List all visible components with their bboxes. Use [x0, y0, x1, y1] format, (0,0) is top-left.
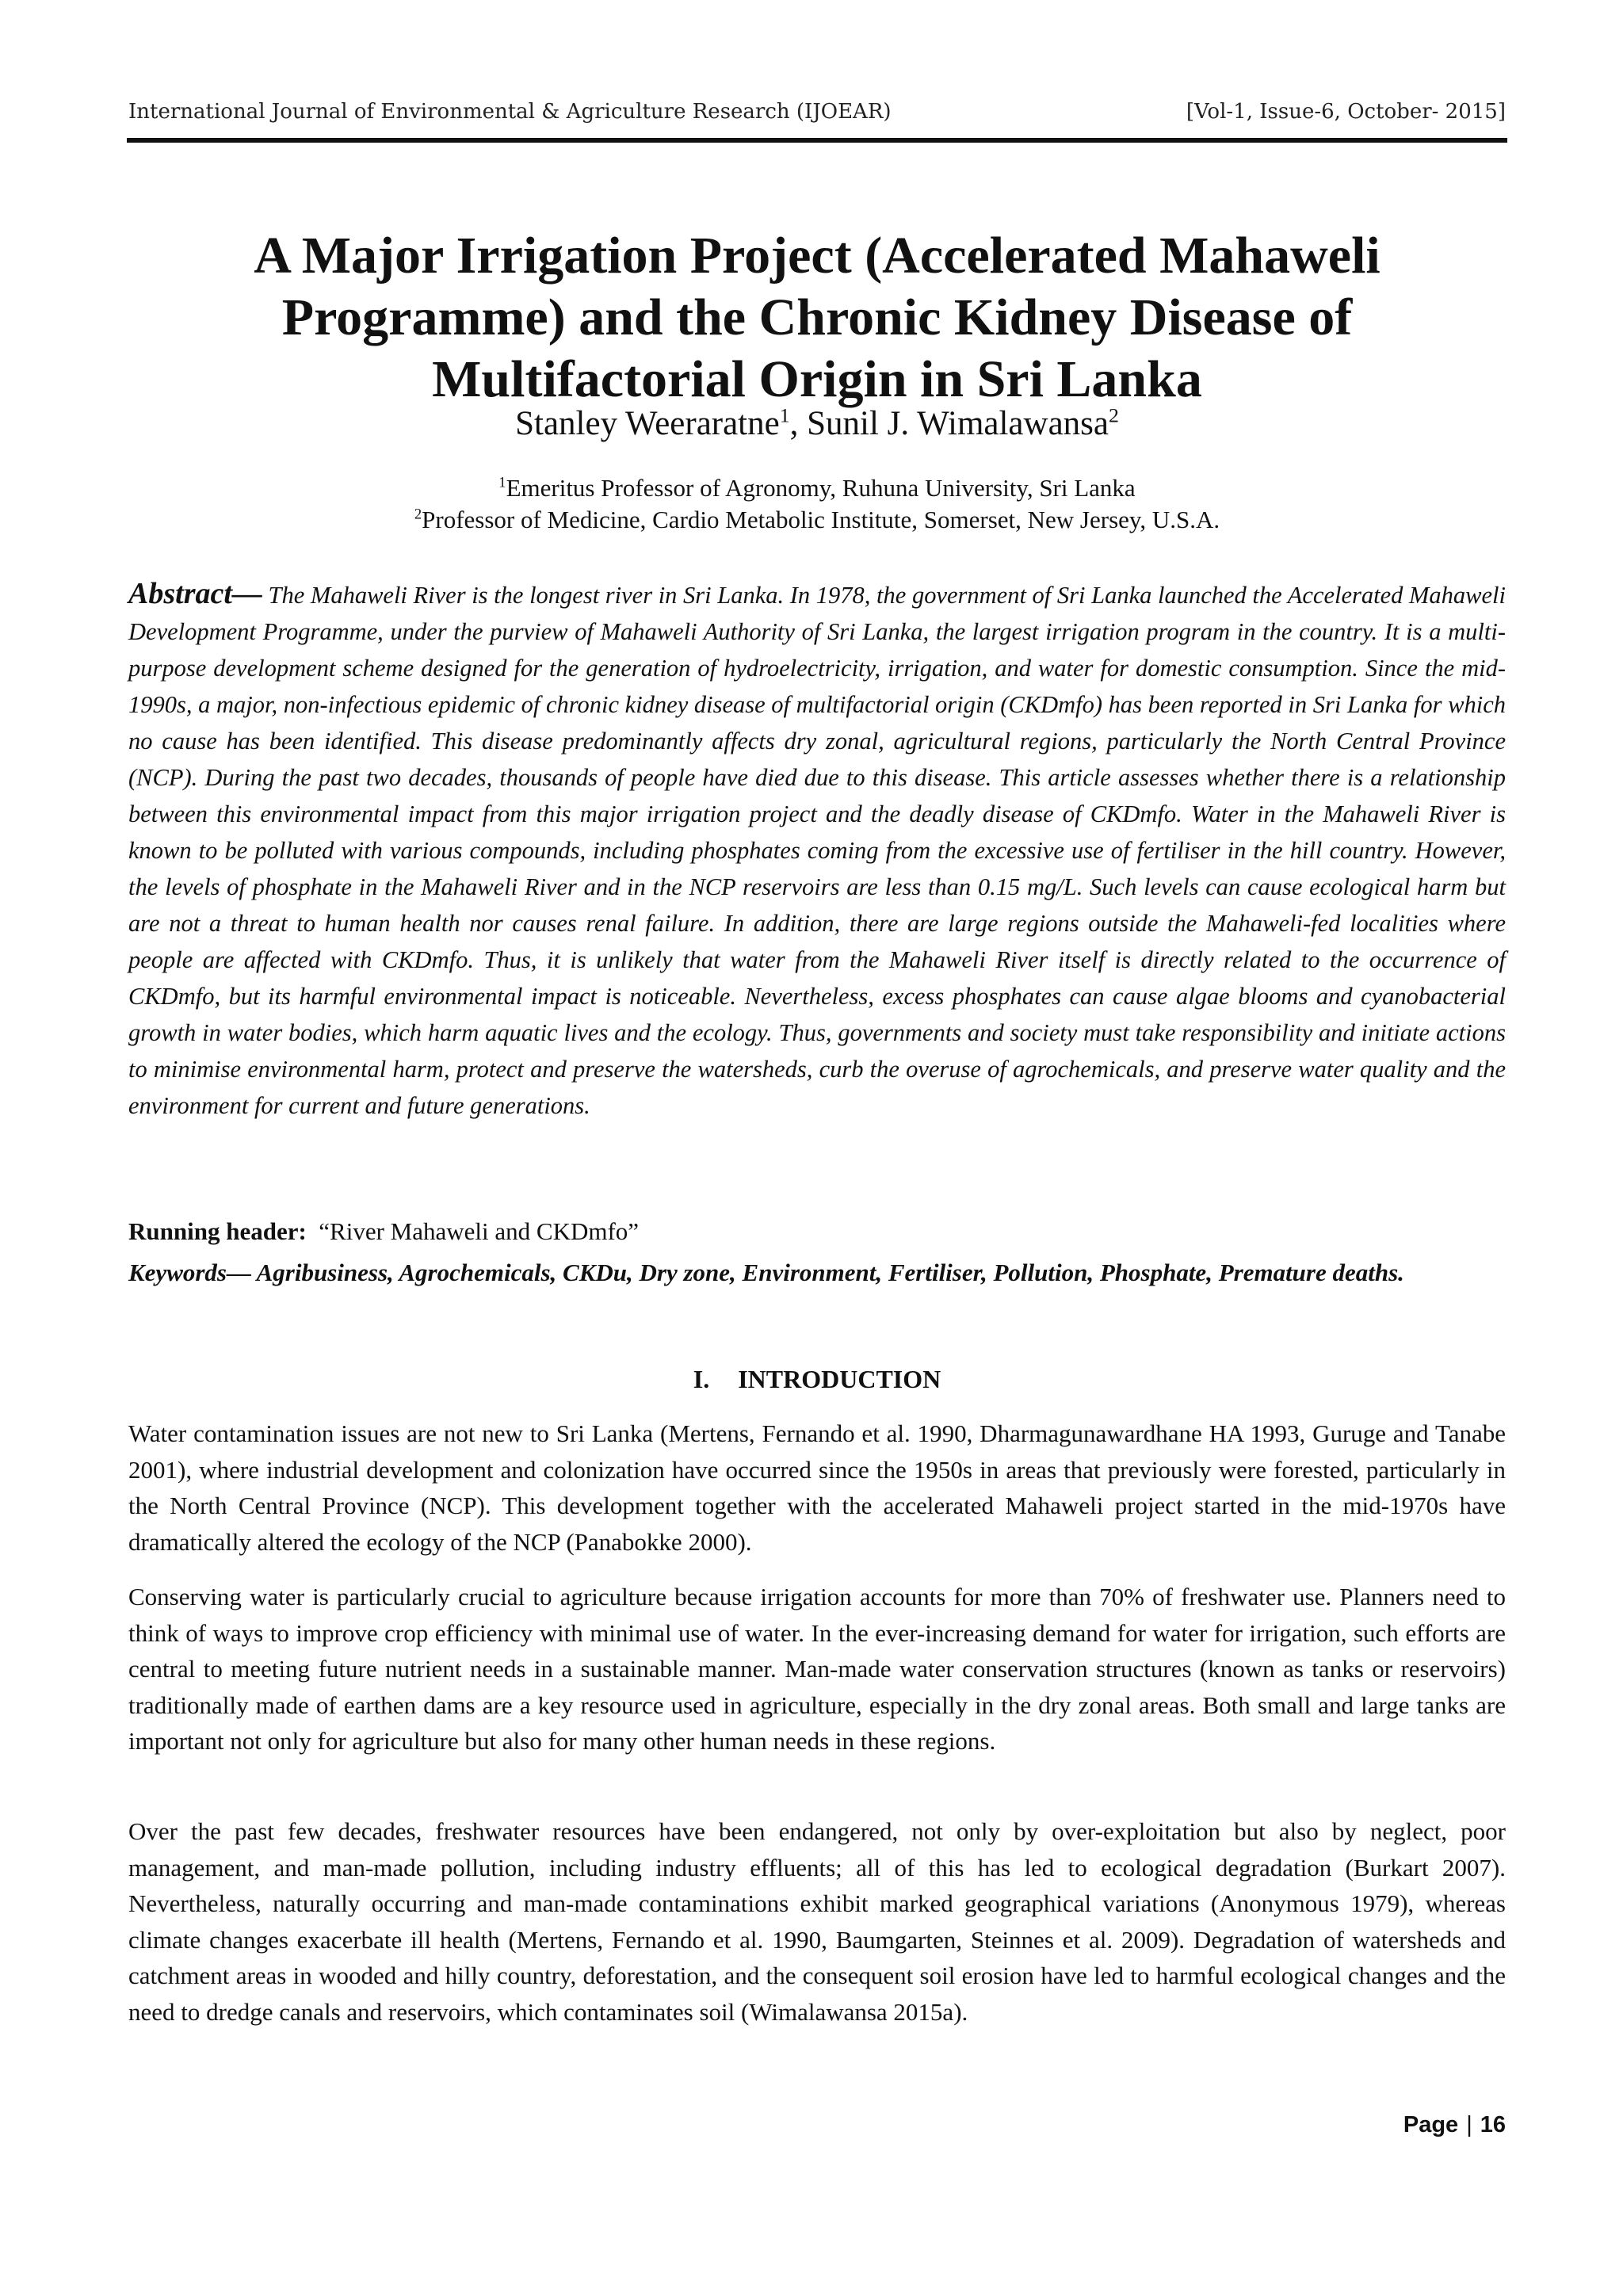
section-title: INTRODUCTION	[738, 1365, 941, 1393]
paragraph-3: Over the past few decades, freshwater resources have been endangered, not only by over-exploitation but also by neglect, poor management, and man-made pollution, including industry effluents; all of this has led to ecological degradation (Burkart 2007). Nevertheless, naturally occurring and man-made contaminations exhibit marked geographical variations (Anonymous 1979), whereas climate changes exacerbate ill health (Mertens, Fernando et al. 1990, Baumgarten, Steinnes et al. 2009). Degradation of watersheds and catchment areas in wooded and hilly country, deforestation, and the consequent soil erosion have led to harmful ecological changes and the need to dredge canals and reservoirs, which contaminates soil (Wimalawansa 2015a).	[128, 1817, 1506, 2026]
paragraph-2: Conserving water is particularly crucial to agriculture because irrigation accounts for more than 70% of freshwater use. Planners need to think of ways to improve crop efficiency with minimal use of water. In the ever-increasing demand for water for irrigation, such efforts are central to meeting future nutrient needs in a sustainable manner. Man-made water conservation structures (known as tanks or reservoirs) traditionally made of earthen dams are a key resource used in agriculture, especially in the dry zonal areas. Both small and large tanks are important not only for agriculture but also for many other human needs in these regions.	[128, 1583, 1506, 1755]
keywords-text: Agribusiness, Agrochemicals, CKDu, Dry zone, Environment, Fertiliser, Pollution, Phosphate, Premature deaths.	[256, 1259, 1404, 1286]
running-head	[128, 100, 1506, 124]
abstract	[128, 575, 1506, 1124]
keywords	[128, 1254, 1506, 1292]
author-line	[128, 403, 1506, 445]
page-separator: |	[1466, 2112, 1472, 2137]
page-footer	[128, 2112, 1506, 2138]
affiliations	[128, 472, 1506, 536]
page-number: 16	[1480, 2112, 1506, 2137]
running-header-label: Running header:	[128, 1217, 307, 1245]
running-header-line	[128, 1215, 1506, 1248]
author-separator: ,	[789, 405, 808, 442]
author-2-sup: 2	[1108, 403, 1119, 427]
keywords-label: Keywords—	[128, 1259, 251, 1286]
affiliation-2	[128, 504, 1506, 536]
section-number: I.	[693, 1365, 710, 1393]
author-1: Stanley Weeraratne	[515, 405, 780, 442]
page-label: Page	[1403, 2112, 1459, 2137]
journal-name: International Journal of Environmental & Agriculture Research (IJOEAR)	[128, 100, 892, 124]
running-header-text: “River Mahaweli and CKDmfo”	[319, 1217, 640, 1245]
author-2: Sunil J. Wimalawansa	[807, 405, 1109, 442]
affiliation-2-text: Professor of Medicine, Cardio Metabolic Institute, Somerset, New Jersey, U.S.A.	[422, 506, 1220, 533]
section-heading	[128, 1365, 1506, 1394]
affiliation-2-sup: 2	[414, 506, 422, 523]
paragraph-1: Water contamination issues are not new to Sri Lanka (Mertens, Fernando et al. 1990, Dharmagunawardhane HA 1993, Guruge and Tanabe 2001), where industrial development and colonization have occurred since the 1950s in areas that previously were forested, particularly in the North Central Province (NCP). This development together with the accelerated Mahaweli project started in the mid-1970s have dramatically altered the ecology of the NCP (Panabokke 2000).	[128, 1419, 1506, 1556]
volume-info: [Vol-1, Issue-6, October- 2015]	[1186, 100, 1506, 124]
paper-title: A Major Irrigation Project (Accelerated Mahaweli Programme) and the Chronic Kidney Disease of Multifactorial Origin in Sri Lanka	[254, 227, 1381, 408]
affiliation-1-sup: 1	[498, 474, 506, 491]
abstract-text: The Mahaweli River is the longest river in Sri Lanka. In 1978, the government of Sri Lanka launched the Accelerated Mahaweli Development Programme, under the purview of Mahaweli Authority of Sri Lanka, the largest irrigation program in the country. It is a multi-purpose development scheme designed for the generation of hydroelectricity, irrigation, and water for domestic consumption. Since the mid-1990s, a major, non-infectious epidemic of chronic kidney disease of multifactorial origin (CKDmfo) has been reported in Sri Lanka for which no cause has been identified. This disease predominantly affects dry zonal, agricultural regions, particularly the North Central Province (NCP). During the past two decades, thousands of people have died due to this disease. This article assesses whether there is a relationship between this environmental impact from this major irrigation project and the deadly disease of CKDmfo. Water in the Mahaweli River is known to be polluted with various compounds, including phosphates coming from the excessive use of fertiliser in the hill country. However, the levels of phosphate in the Mahaweli River and in the NCP reservoirs are less than 0.15 mg/L. Such levels can cause ecological harm but are not a threat to human health nor causes renal failure. In addition, there are large regions outside the Mahaweli-fed localities where people are affected with CKDmfo. Thus, it is unlikely that water from the Mahaweli River itself is directly related to the occurrence of CKDmfo, but its harmful environmental impact is noticeable. Nevertheless, excess phosphates can cause algae blooms and cyanobacterial growth in water bodies, which harm aquatic lives and the ecology. Thus, governments and society must take responsibility and initiate actions to minimise environmental harm, protect and preserve the watersheds, curb the overuse of agrochemicals, and preserve water quality and the environment for current and future generations.	[128, 582, 1507, 1119]
affiliation-1-text: Emeritus Professor of Agronomy, Ruhuna University, Sri Lanka	[506, 474, 1136, 502]
affiliation-1	[128, 472, 1506, 504]
author-1-sup: 1	[779, 403, 790, 427]
header-rule	[127, 138, 1507, 143]
abstract-label: Abstract—	[128, 577, 262, 610]
